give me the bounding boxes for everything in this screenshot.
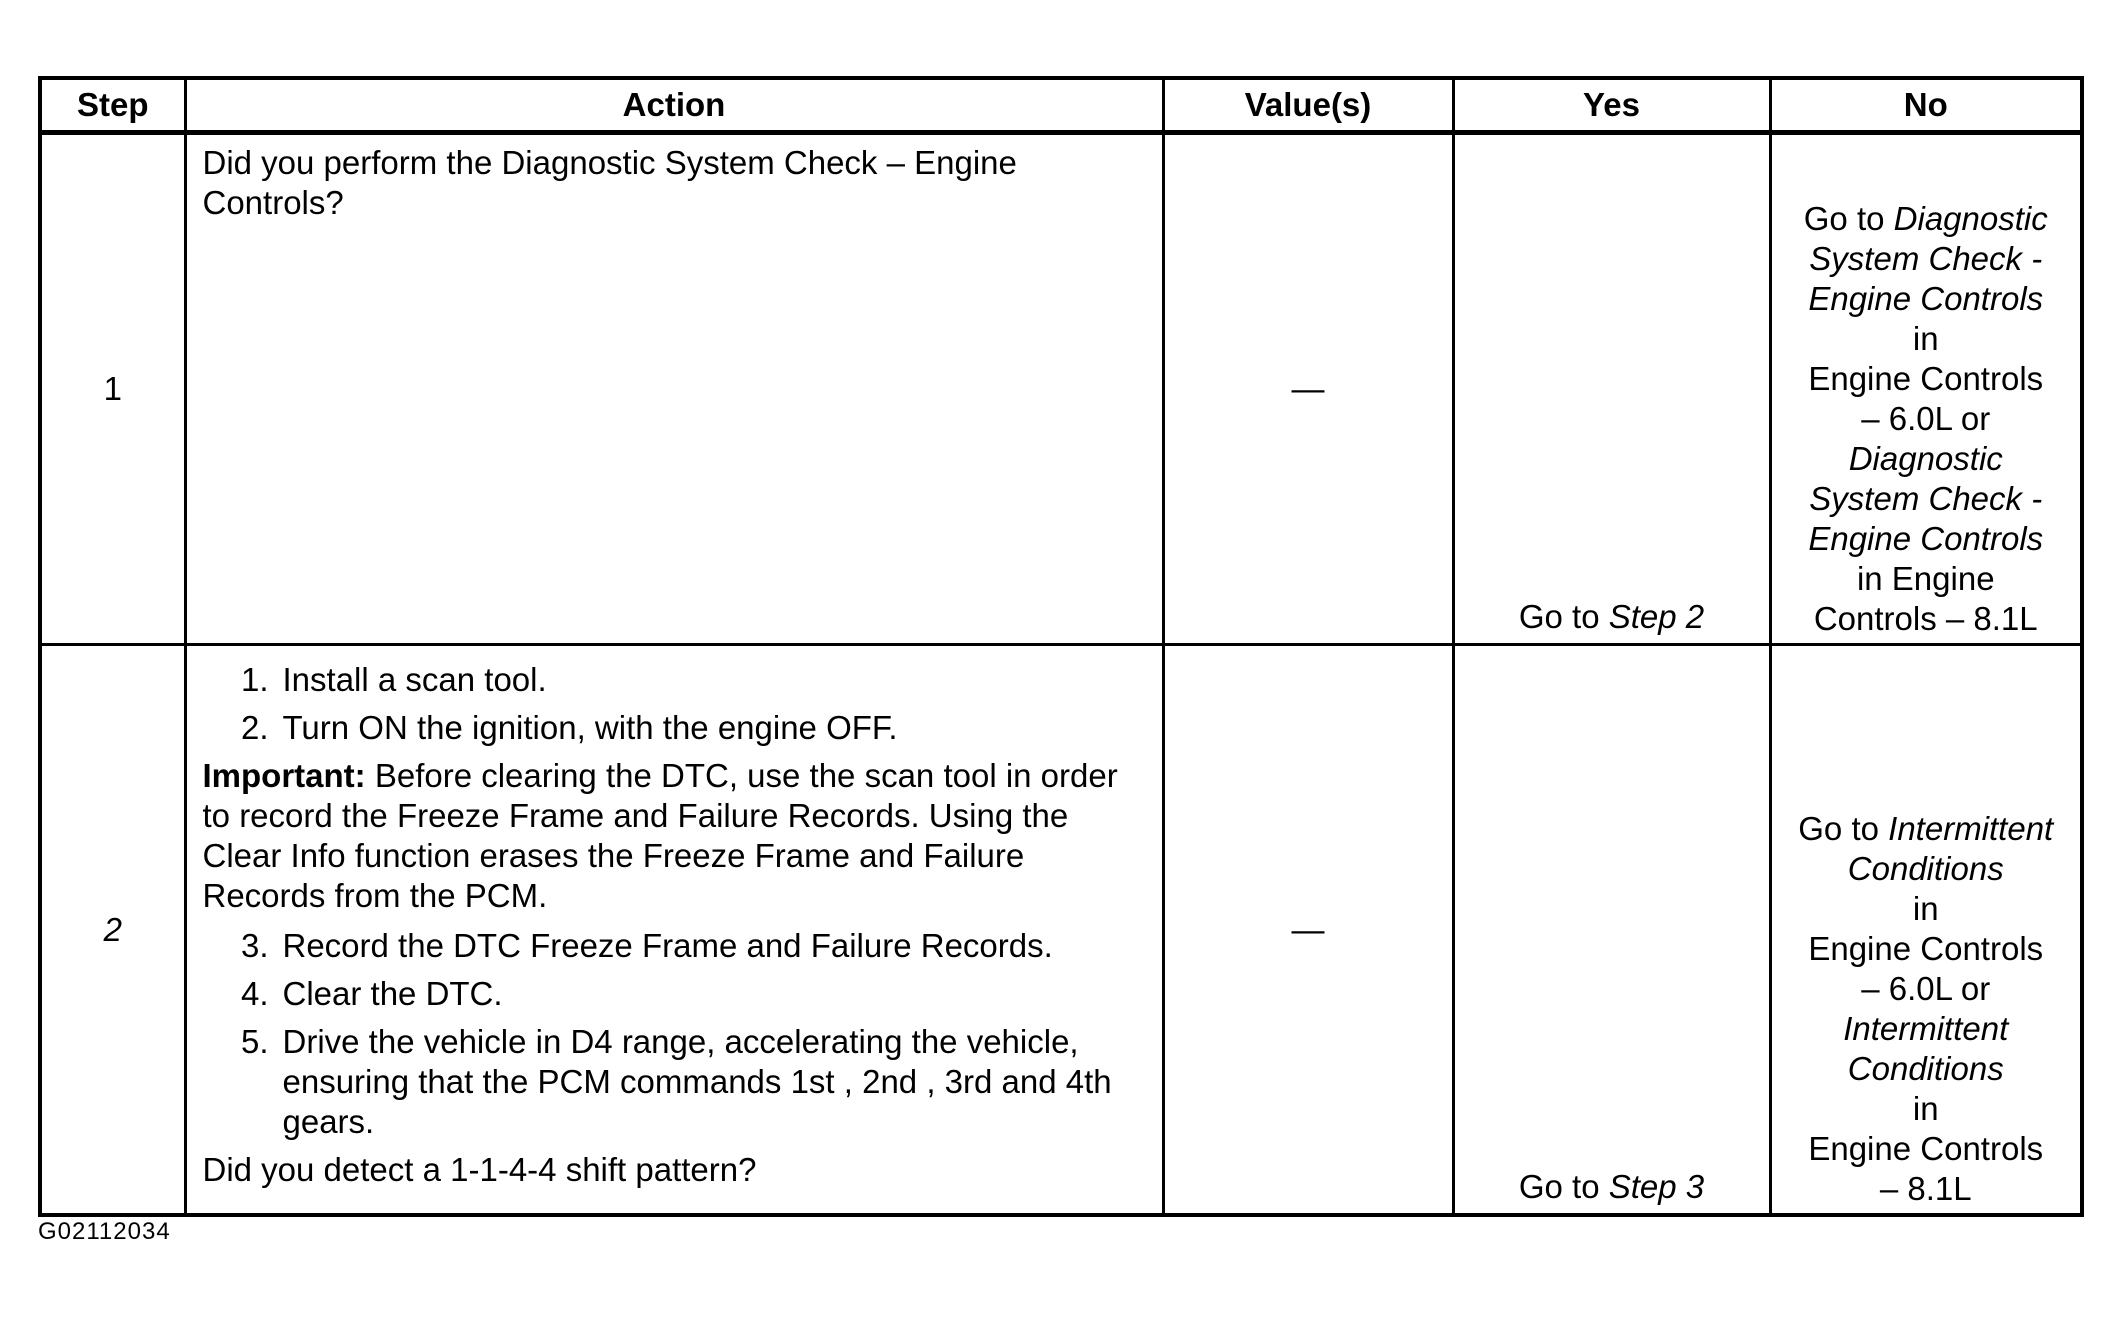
value-cell: — bbox=[1163, 645, 1453, 1216]
step-item-text: Record the DTC Freeze Frame and Failure Records. bbox=[282, 927, 1053, 964]
yes-prefix: Go to bbox=[1518, 1168, 1609, 1205]
important-note bbox=[203, 756, 1148, 916]
no-line bbox=[1778, 1169, 2075, 1209]
header-action: Action bbox=[185, 78, 1163, 133]
no-line-plain: – 6.0L or bbox=[1861, 400, 1991, 437]
no-cell bbox=[1770, 133, 2082, 645]
no-line bbox=[1778, 279, 2075, 319]
no-line bbox=[1778, 399, 2075, 439]
no-cell bbox=[1770, 645, 2082, 1216]
header-values: Value(s) bbox=[1163, 78, 1453, 133]
no-line bbox=[1778, 519, 2075, 559]
no-line bbox=[1778, 479, 2075, 519]
no-line bbox=[1778, 1009, 2075, 1049]
yes-prefix: Go to bbox=[1518, 598, 1609, 635]
important-label: Important: bbox=[202, 757, 366, 794]
step-number: 2 bbox=[40, 645, 185, 1216]
no-line-italic: Diagnostic bbox=[1848, 440, 2003, 477]
list-item bbox=[203, 926, 1148, 966]
action-question: Did you perform the Diagnostic System Check – Engine Controls? bbox=[202, 144, 1017, 221]
no-line bbox=[1778, 1049, 2075, 1089]
no-line bbox=[1778, 809, 2075, 849]
yes-cell bbox=[1453, 133, 1770, 645]
no-line-plain: Controls – 8.1L bbox=[1813, 600, 2038, 637]
no-lines bbox=[1778, 199, 2075, 639]
list-item bbox=[203, 974, 1148, 1014]
no-line bbox=[1778, 359, 2075, 399]
step-item-text: Turn ON the ignition, with the engine OFF. bbox=[282, 709, 898, 746]
header-no: No bbox=[1770, 78, 2082, 133]
no-line-plain: in bbox=[1912, 890, 1939, 927]
no-lines bbox=[1778, 809, 2075, 1209]
no-line bbox=[1778, 929, 2075, 969]
no-line-italic: Conditions bbox=[1847, 1050, 2004, 1087]
no-line bbox=[1778, 1129, 2075, 1169]
step-item-text: Clear the DTC. bbox=[282, 975, 503, 1012]
no-line-plain: in bbox=[1912, 320, 1939, 357]
no-line bbox=[1778, 559, 2075, 599]
step-item-text: Drive the vehicle in D4 range, accelerating the vehicle, ensuring that the PCM commands 1st , 2nd , 3rd and 4th gears. bbox=[282, 1023, 1112, 1140]
step-item-number: 2. bbox=[240, 709, 269, 746]
no-line bbox=[1778, 889, 2075, 929]
yes-cell bbox=[1453, 645, 1770, 1216]
no-line-italic: Intermittent bbox=[1843, 1010, 2009, 1047]
no-line-italic: Engine Controls bbox=[1808, 280, 2044, 317]
list-item bbox=[203, 660, 1148, 700]
yes-step-link[interactable]: Step 3 bbox=[1608, 1168, 1705, 1205]
no-line-plain: – 8.1L bbox=[1879, 1170, 1972, 1207]
no-line bbox=[1778, 849, 2075, 889]
no-line bbox=[1778, 439, 2075, 479]
no-line-plain: Go to bbox=[1803, 200, 1894, 237]
value-cell: — bbox=[1163, 133, 1453, 645]
step-item-number: 4. bbox=[240, 975, 269, 1012]
action-steps-b bbox=[203, 926, 1148, 1142]
no-line-plain: in bbox=[1912, 1090, 1939, 1127]
no-line-italic: Intermittent bbox=[1888, 810, 2054, 847]
table-row bbox=[40, 645, 2082, 1216]
diagnostic-table bbox=[38, 76, 2084, 1217]
no-line-italic: System Check - bbox=[1809, 240, 2043, 277]
header-step: Step bbox=[40, 78, 185, 133]
step-item-text: Install a scan tool. bbox=[282, 661, 547, 698]
no-line-italic: Conditions bbox=[1847, 850, 2004, 887]
header-yes: Yes bbox=[1453, 78, 1770, 133]
no-line-plain: Engine Controls bbox=[1808, 930, 2044, 967]
header-row bbox=[40, 78, 2082, 133]
step-number: 1 bbox=[40, 133, 185, 645]
step-item-number: 5. bbox=[240, 1023, 269, 1060]
step-item-number: 1. bbox=[240, 661, 269, 698]
no-line bbox=[1778, 599, 2075, 639]
list-item bbox=[203, 708, 1148, 748]
no-line-italic: Engine Controls bbox=[1808, 520, 2044, 557]
list-item bbox=[203, 1022, 1148, 1142]
no-line-plain: in Engine bbox=[1856, 560, 1995, 597]
table-row bbox=[40, 133, 2082, 645]
no-line-plain: Engine Controls bbox=[1808, 1130, 2044, 1167]
action-question: Did you detect a 1-1-4-4 shift pattern? bbox=[202, 1151, 757, 1188]
no-line-italic: Diagnostic bbox=[1893, 200, 2048, 237]
no-line-italic: System Check - bbox=[1809, 480, 2043, 517]
no-line bbox=[1778, 199, 2075, 239]
important-text: Before clearing the DTC, use the scan tool in order to record the Freeze Frame and Failure Records. Using the Clear Info function erases the Freeze Frame and Failure Records from the PCM. bbox=[202, 757, 1118, 914]
no-line bbox=[1778, 319, 2075, 359]
action-steps-a bbox=[203, 660, 1148, 748]
step-item-number: 3. bbox=[240, 927, 269, 964]
action-cell bbox=[185, 133, 1163, 645]
no-line-plain: – 6.0L or bbox=[1861, 970, 1991, 1007]
yes-step-link[interactable]: Step 2 bbox=[1608, 598, 1705, 635]
action-cell bbox=[185, 645, 1163, 1216]
no-line-plain: Go to bbox=[1798, 810, 1889, 847]
no-line bbox=[1778, 1089, 2075, 1129]
no-line-plain: Engine Controls bbox=[1808, 360, 2044, 397]
no-line bbox=[1778, 969, 2075, 1009]
no-line bbox=[1778, 239, 2075, 279]
figure-id: G02112034 bbox=[38, 1218, 171, 1245]
